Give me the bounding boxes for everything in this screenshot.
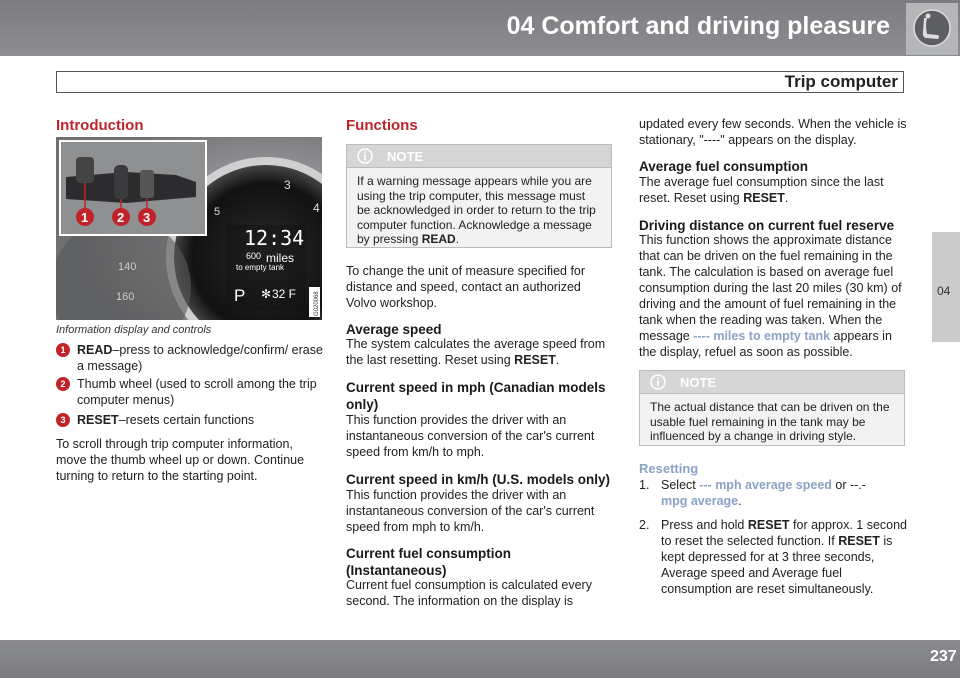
list-item: 3 RESET–resets certain functions — [56, 412, 326, 432]
display-temp: 32 F — [272, 287, 297, 301]
note-box-1 — [346, 144, 612, 248]
unit-paragraph: To change the unit of measure specified for distance and speed, contact an authorized Volvo workshop. — [346, 264, 586, 310]
note-title: NOTE — [680, 375, 717, 390]
instrument-figure — [56, 137, 322, 320]
chapter-side-tab-label: 04 — [937, 284, 951, 298]
average-fuel-text: The average fuel consumption since the last reset. Reset using RESET. — [639, 175, 884, 205]
display-miles: 600 — [246, 251, 262, 261]
kmh-text: This function provides the driver with an instantaneous conversion of the car's current speed from mph to km/h. — [346, 488, 595, 534]
fuel-inst-text: Current fuel consumption is calculated every second. The information on the display is — [346, 578, 592, 608]
rpm-mark-4: 4 — [313, 201, 320, 215]
continued-text: updated every few seconds. When the vehicle is stationary, "----" appears on the display. — [639, 117, 907, 147]
rpm-mark-5: 5 — [214, 206, 221, 218]
reserve-heading: Driving distance on current fuel reserve — [639, 218, 895, 233]
page-number: 237 — [930, 648, 957, 665]
rpm-mark-3: 3 — [284, 178, 291, 192]
svg-text:✻: ✻ — [261, 287, 272, 301]
svg-text:3: 3 — [143, 210, 151, 225]
svg-text:2: 2 — [117, 210, 125, 225]
reserve-text: This function shows the approximate distance that can be driven on the fuel remaining in the tank. The calculation is based on average fuel consumption during the last 20 miles (30 km) of driving and the amount of fuel remaining in the tank when the reading was taken. When the message ---- miles to empty tank appears in the display, refuel as soon as possible. — [639, 233, 902, 359]
list-item: 1 READ–press to acknowledge/confirm/ erase a message) — [56, 342, 326, 376]
note-title: NOTE — [387, 149, 424, 164]
footer-bar — [0, 640, 960, 678]
average-speed-heading: Average speed — [346, 322, 442, 337]
seat-icon — [912, 8, 952, 48]
display-time: 12:34 — [244, 226, 305, 250]
speed-mark-140: 140 — [118, 261, 137, 273]
note-text: If a warning message appears while you are using the trip computer, this message must be acknowledged in order to return to the trip computer function. Acknowledge a message by pressing READ. — [357, 174, 596, 246]
speed-mark-160: 160 — [116, 291, 135, 303]
figure-code: G020068 — [314, 291, 320, 316]
reset-step-2: 2. Press and hold RESET for approx. 1 second to reset the selected function. If RESET is kept depressed for at 3 three seconds, Average speed and Average fuel consumption are reset simultaneously. — [639, 518, 908, 596]
svg-text:1: 1 — [81, 210, 89, 225]
bullet-number: 1 — [56, 343, 70, 357]
display-gear: P — [234, 286, 246, 305]
average-fuel-heading: Average fuel consumption — [639, 159, 809, 174]
list-item: 2 Thumb wheel (used to scroll among the trip computer menus) — [56, 376, 326, 412]
info-icon — [650, 374, 666, 390]
bullet-number: 2 — [56, 377, 70, 391]
thumb-wheel-shape — [114, 165, 128, 199]
mph-heading: Current speed in mph (Canadian models only) — [346, 380, 606, 412]
fuel-inst-heading: Current fuel consumption (Instantaneous) — [346, 546, 511, 578]
note-text: The actual distance that can be driven on the usable fuel remaining in the tank may be influenced by a change in driving style. — [650, 400, 890, 443]
reset-button-shape — [140, 170, 154, 198]
section-title: Trip computer — [784, 72, 898, 91]
read-button-shape — [76, 157, 94, 183]
functions-heading: Functions — [346, 117, 418, 134]
note-box-2 — [639, 370, 905, 446]
average-speed-text: The system calculates the average speed from the last resetting. Reset using RESET. — [346, 337, 606, 367]
introduction-heading: Introduction — [56, 117, 144, 134]
mph-text: This function provides the driver with an instantaneous conversion of the car's current speed from km/h to mph. — [346, 413, 595, 459]
bullet-number: 3 — [56, 413, 70, 427]
intro-paragraph: To scroll through trip computer information, move the thumb wheel up or down. Continue turning to return to the starting point. — [56, 437, 305, 483]
chapter-title: 04 Comfort and driving pleasure — [506, 12, 890, 40]
section-bar — [56, 71, 904, 93]
reset-step-1: 1. Select --- mph average speed or --.- mpg average. — [639, 478, 866, 508]
figure-caption: Information display and controls — [56, 324, 212, 336]
info-icon — [357, 148, 373, 164]
display-miles-unit: miles — [266, 251, 295, 265]
kmh-heading: Current speed in km/h (U.S. models only) — [346, 472, 611, 487]
controls-list — [56, 342, 326, 432]
resetting-heading: Resetting — [639, 461, 699, 476]
display-sub: to empty tank — [236, 263, 285, 272]
